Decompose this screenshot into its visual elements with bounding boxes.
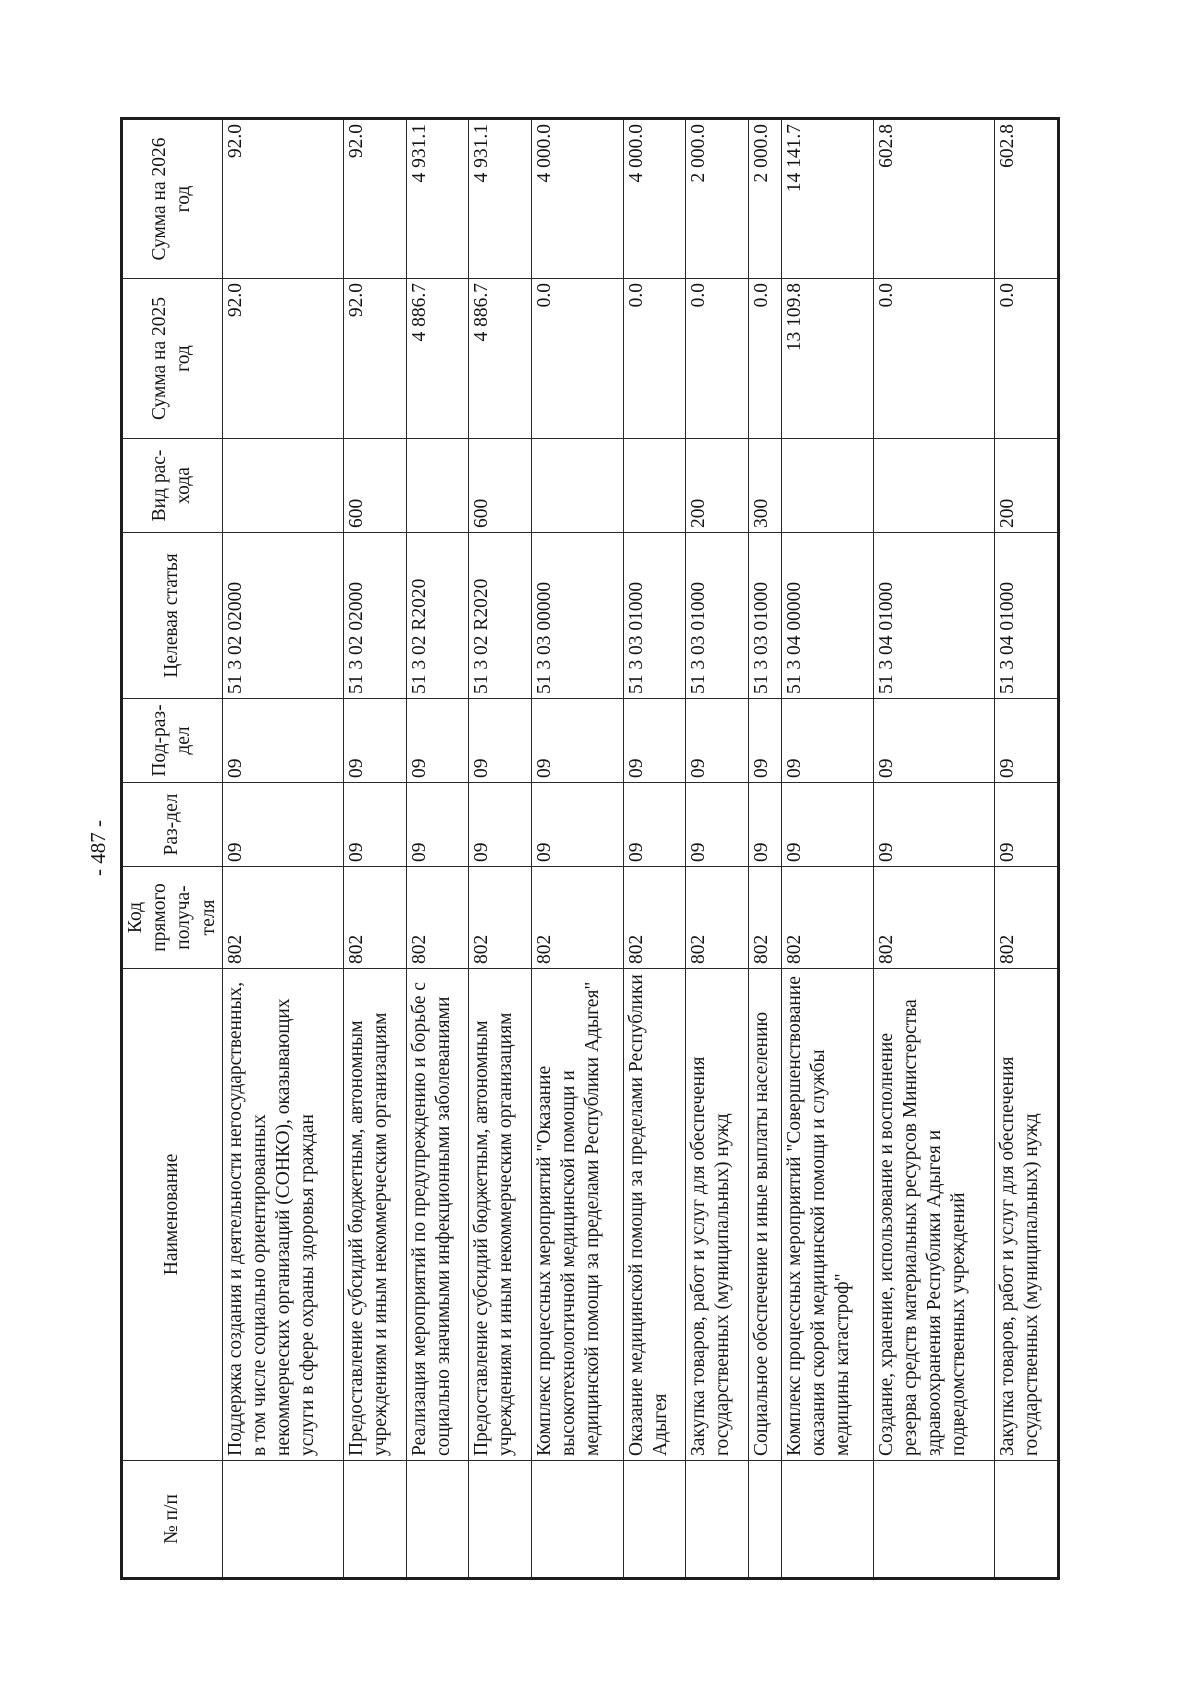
table-row [781,119,873,1579]
cell-name: Поддержка создания и деятельности негосударственных, в том числе социально ориентированных некоммерческих организаций (СОНКО), оказывающих услуги в сфере охраны здоровья граждан [222,969,343,1461]
cell-sum2026: 2 000.0 [686,119,749,279]
cell-target: 51 3 02 R2020 [469,533,532,699]
cell-sum2025: 4 886.7 [469,279,532,439]
header-recipient: Код прямого получа-теля [122,867,223,969]
cell-name: Закупка товаров, работ и услуг для обеспечения государственных (муниципальных) нужд [995,969,1059,1461]
cell-exptype: 300 [748,439,781,533]
cell-subsection: 09 [873,699,994,783]
table-row [222,119,343,1579]
cell-section: 09 [686,783,749,867]
cell-exptype [623,439,686,533]
cell-subsection: 09 [686,699,749,783]
cell-target: 51 3 03 01000 [623,533,686,699]
cell-recipient: 802 [406,867,469,969]
table-row [748,119,781,1579]
cell-num [344,1461,407,1579]
cell-recipient: 802 [873,867,994,969]
cell-num [531,1461,623,1579]
cell-exptype: 600 [469,439,532,533]
cell-sum2025: 0.0 [686,279,749,439]
cell-section: 09 [748,783,781,867]
cell-section: 09 [781,783,873,867]
cell-sum2025: 0.0 [748,279,781,439]
cell-sum2025: 13 109.8 [781,279,873,439]
cell-subsection: 09 [623,699,686,783]
cell-sum2025: 0.0 [623,279,686,439]
cell-target: 51 3 02 R2020 [406,533,469,699]
cell-num [686,1461,749,1579]
cell-num [469,1461,532,1579]
cell-num [222,1461,343,1579]
cell-sum2026: 4 000.0 [531,119,623,279]
table-row [406,119,469,1579]
cell-name: Комплекс процессных мероприятий "Оказание высокотехнологичной медицинской помощи и медицинской помощи за пределами Республики Адыгея" [531,969,623,1461]
header-sum2025: Сумма на 2025 год [122,279,223,439]
cell-target: 51 3 02 02000 [344,533,407,699]
cell-num [406,1461,469,1579]
cell-subsection: 09 [222,699,343,783]
cell-num [873,1461,994,1579]
cell-num [781,1461,873,1579]
cell-recipient: 802 [222,867,343,969]
cell-subsection: 09 [531,699,623,783]
cell-subsection: 09 [469,699,532,783]
cell-recipient: 802 [781,867,873,969]
header-name: Наименование [122,969,223,1461]
cell-recipient: 802 [623,867,686,969]
cell-section: 09 [469,783,532,867]
cell-section: 09 [873,783,994,867]
cell-sum2026: 602.8 [873,119,994,279]
cell-sum2025: 0.0 [873,279,994,439]
table-row [531,119,623,1579]
rotated-table-wrapper [120,120,1060,1580]
cell-name: Реализация мероприятий по предупреждению и борьбе с социально значимыми инфекционными заболеваниями [406,969,469,1461]
cell-sum2026: 92.0 [222,119,343,279]
cell-sum2026: 92.0 [344,119,407,279]
cell-exptype [531,439,623,533]
cell-sum2026: 4 931.1 [469,119,532,279]
cell-exptype: 600 [344,439,407,533]
cell-section: 09 [531,783,623,867]
cell-target: 51 3 03 00000 [531,533,623,699]
cell-sum2026: 602.8 [995,119,1059,279]
cell-name: Социальное обеспечение и иные выплаты населению [748,969,781,1461]
cell-target: 51 3 03 01000 [686,533,749,699]
cell-recipient: 802 [344,867,407,969]
cell-subsection: 09 [406,699,469,783]
table-row [686,119,749,1579]
cell-recipient: 802 [748,867,781,969]
cell-name: Комплекс процессных мероприятий "Совершенствование оказания скорой медицинской помощи и службы медицины катастроф" [781,969,873,1461]
cell-sum2025: 0.0 [531,279,623,439]
cell-name: Предоставление субсидий бюджетным, автономным учреждениям и иным некоммерческим организациям [344,969,407,1461]
header-exptype: Вид рас-хода [122,439,223,533]
cell-name: Создание, хранение, использование и восполнение резерва средств материальных ресурсов Министерства здравоохранения Республики Адыгея и подведомственных учреждений [873,969,994,1461]
cell-exptype [222,439,343,533]
cell-num [623,1461,686,1579]
header-row [122,119,223,1579]
cell-target: 51 3 04 00000 [781,533,873,699]
cell-sum2026: 14 141.7 [781,119,873,279]
cell-sum2025: 0.0 [995,279,1059,439]
cell-name: Оказание медицинской помощи за пределами Республики Адыгея [623,969,686,1461]
cell-target: 51 3 03 01000 [748,533,781,699]
cell-exptype: 200 [686,439,749,533]
header-subsection: Под-раз-дел [122,699,223,783]
cell-subsection: 09 [748,699,781,783]
cell-name: Закупка товаров, работ и услуг для обеспечения государственных (муниципальных) нужд [686,969,749,1461]
cell-section: 09 [623,783,686,867]
cell-section: 09 [344,783,407,867]
cell-recipient: 802 [995,867,1059,969]
header-target: Целевая статья [122,533,223,699]
cell-name: Предоставление субсидий бюджетным, автономным учреждениям и иным некоммерческим организациям [469,969,532,1461]
table-row [995,119,1059,1579]
cell-sum2025: 4 886.7 [406,279,469,439]
cell-recipient: 802 [686,867,749,969]
cell-section: 09 [995,783,1059,867]
cell-exptype [406,439,469,533]
cell-recipient: 802 [531,867,623,969]
cell-num [995,1461,1059,1579]
cell-sum2026: 4 000.0 [623,119,686,279]
cell-section: 09 [406,783,469,867]
cell-target: 51 3 02 02000 [222,533,343,699]
cell-target: 51 3 04 01000 [873,533,994,699]
cell-target: 51 3 04 01000 [995,533,1059,699]
cell-exptype: 200 [995,439,1059,533]
cell-subsection: 09 [344,699,407,783]
cell-sum2025: 92.0 [344,279,407,439]
header-sum2026: Сумма на 2026 год [122,119,223,279]
budget-table [120,117,1060,1580]
cell-subsection: 09 [995,699,1059,783]
cell-exptype [873,439,994,533]
page-number: - 487 - [86,820,110,876]
cell-num [748,1461,781,1579]
header-section: Раз-дел [122,783,223,867]
cell-section: 09 [222,783,343,867]
header-num: № п/п [122,1461,223,1579]
cell-sum2025: 92.0 [222,279,343,439]
table-row [469,119,532,1579]
cell-subsection: 09 [781,699,873,783]
table-row [344,119,407,1579]
cell-sum2026: 2 000.0 [748,119,781,279]
cell-sum2026: 4 931.1 [406,119,469,279]
cell-exptype [781,439,873,533]
table-row [873,119,994,1579]
table-row [623,119,686,1579]
cell-recipient: 802 [469,867,532,969]
